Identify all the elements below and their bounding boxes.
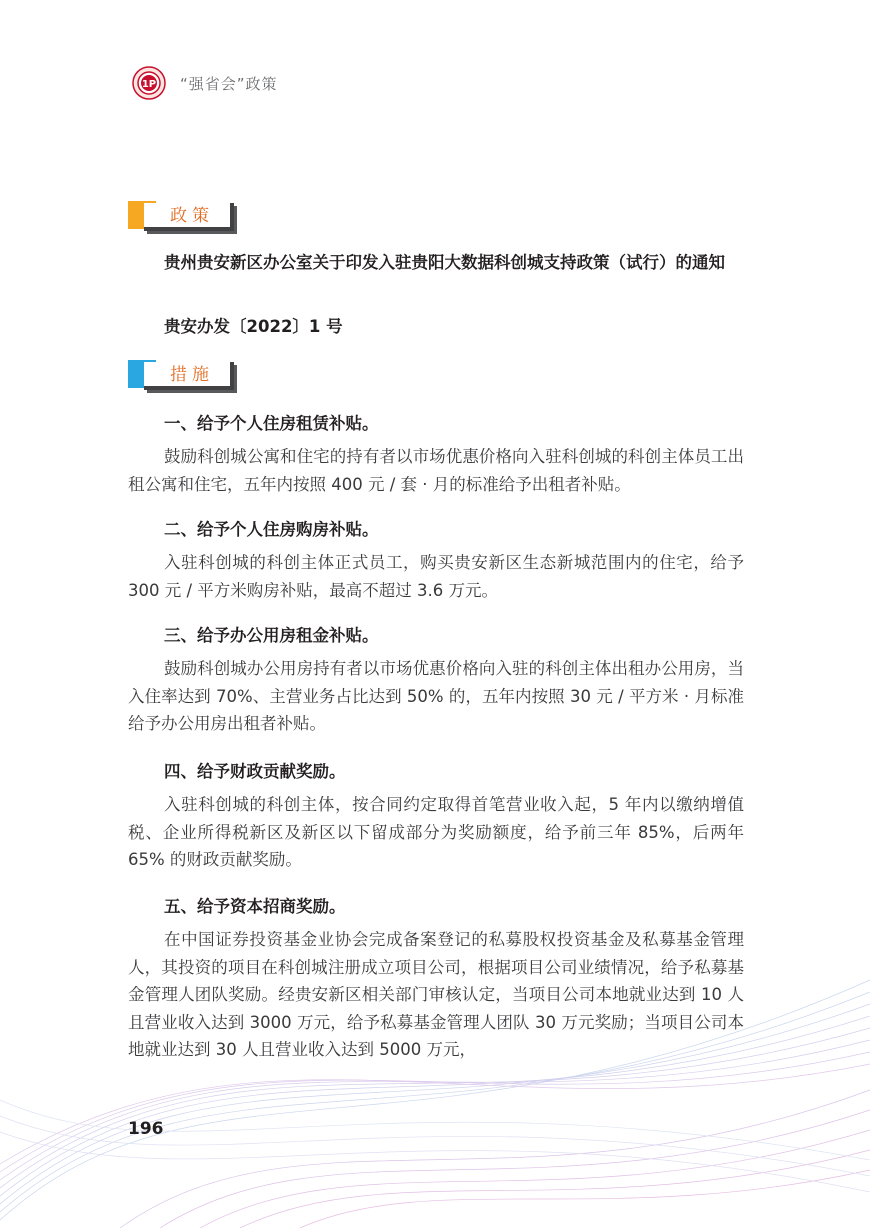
section-body: 鼓励科创城办公用房持有者以市场优惠价格向入驻的科创主体出租办公用房，当入住率达到 70%、主营业务占比达到 50% 的，五年内按照 30 元 / 平方米 · 月标准给予办公用房出租者补贴。: [128, 659, 744, 733]
section-heading: 四、给予财政贡献奖励。: [164, 762, 346, 781]
section-2: [128, 516, 744, 604]
organization-seal-logo: [132, 66, 166, 100]
policy-tag: [128, 201, 238, 233]
measures-tag-label: 措施: [170, 365, 214, 385]
page-header: [132, 66, 278, 100]
section-body: 入驻科创城的科创主体，按合同约定取得首笔营业收入起，5 年内以缴纳增值税、企业所得税新区及新区以下留成部分为奖励额度，给予前三年 85%，后两年 65% 的财政贡献奖励。: [128, 795, 744, 869]
svg-text:1P: 1P: [141, 79, 157, 90]
header-title: “强省会”政策: [180, 74, 278, 93]
section-3: [128, 622, 744, 738]
section-body: 鼓励科创城公寓和住宅的持有者以市场优惠价格向入驻科创城的科创主体员工出租公寓和住宅，五年内按照 400 元 / 套 · 月的标准给予出租者补贴。: [128, 447, 744, 494]
document-number: 贵安办发〔2022〕1 号: [164, 317, 343, 336]
section-heading: 三、给予办公用房租金补贴。: [164, 626, 379, 645]
measures-tag: [128, 360, 238, 392]
section-4: [128, 758, 744, 874]
section-heading: 二、给予个人住房购房补贴。: [164, 520, 379, 539]
document-title: 贵州贵安新区办公室关于印发入驻贵阳大数据科创城支持政策（试行）的通知: [164, 253, 725, 272]
section-heading: 一、给予个人住房租赁补贴。: [164, 414, 379, 433]
section-5: [128, 893, 744, 1064]
page-number: 196: [128, 1119, 164, 1139]
section-heading: 五、给予资本招商奖励。: [164, 897, 346, 916]
section-body: 入驻科创城的科创主体正式员工，购买贵安新区生态新城范围内的住宅，给予 300 元 / 平方米购房补贴，最高不超过 3.6 万元。: [128, 553, 744, 600]
section-1: [128, 410, 744, 498]
section-body: 在中国证券投资基金业协会完成备案登记的私募股权投资基金及私募基金管理人，其投资的项目在科创城注册成立项目公司，根据项目公司业绩情况，给予私募基金管理人团队奖励。经贵安新区相关部门审核认定，当项目公司本地就业达到 10 人且营业收入达到 3000 万元，给予私募基金管理人团队 30 万元奖励；当项目公司本地就业达到 30 人且营业收入达到 5000 万元，: [128, 930, 744, 1059]
policy-tag-label: 政策: [170, 206, 214, 226]
